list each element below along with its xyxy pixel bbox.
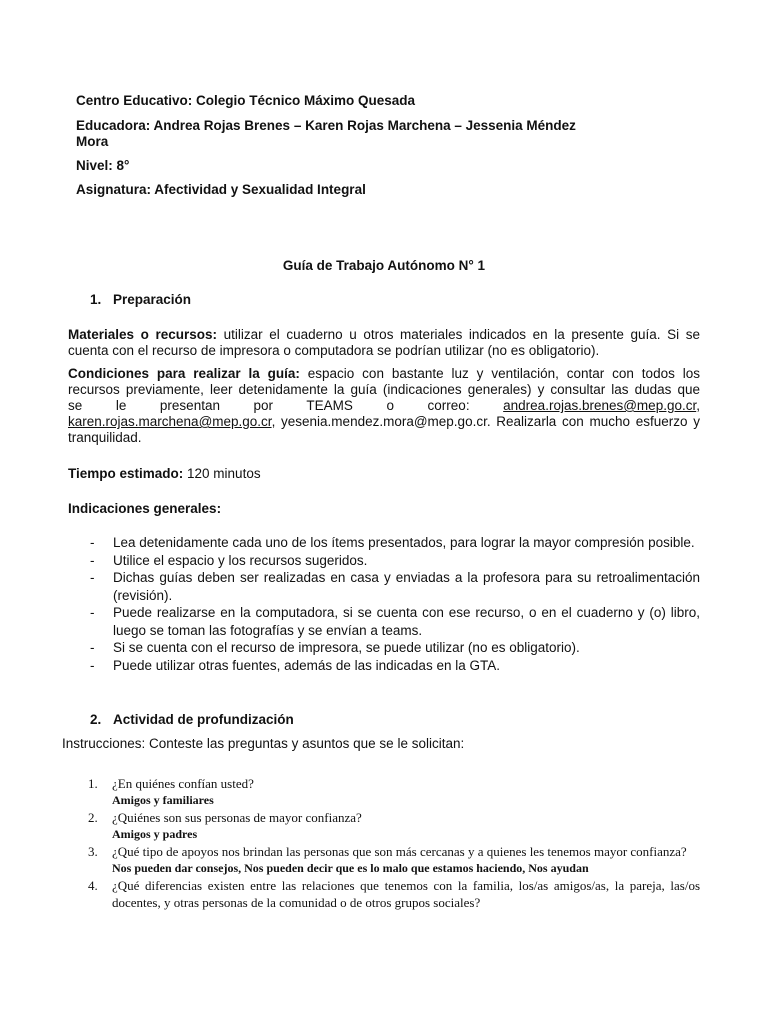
header-educadora: Educadora: Andrea Rojas Brenes – Karen Rojas Marchena – Jessenia Méndez Mora: [76, 118, 576, 149]
question-item: [88, 843, 700, 877]
bullet-text: Si se cuenta con el recurso de impresora, se puede utilizar (no es obligatorio).: [113, 640, 580, 655]
question-text: ¿Quiénes son sus personas de mayor confianza?: [112, 810, 362, 825]
bullet-text: Puede realizarse en la computadora, si se cuenta con ese recurso, o en el cuaderno y (o) libro, luego se toman las fotografías y se envían a teams.: [113, 605, 700, 638]
condiciones-line-4: [68, 414, 700, 446]
question-number: 1.: [88, 776, 98, 791]
section2-title: Actividad de profundización: [113, 712, 294, 727]
condiciones-line-1: [68, 366, 700, 382]
question-number: 3.: [88, 844, 98, 859]
instructions-text: Instrucciones: Conteste las preguntas y asuntos que se le solicitan:: [62, 736, 465, 751]
bullet-dash: -: [90, 570, 95, 585]
condiciones-text-4: , yesenia.mendez.mora@mep.go.cr. Realizarla con mucho esfuerzo y tranquilidad.: [68, 414, 700, 445]
question-number: 2.: [88, 810, 98, 825]
tiempo-label: Tiempo estimado:: [68, 466, 184, 481]
list-item: [68, 534, 700, 552]
header-asignatura: Asignatura: Afectividad y Sexualidad Integral: [76, 182, 366, 197]
question-item: [88, 809, 700, 843]
email-link-karen[interactable]: karen.rojas.marchena@mep.go.cr: [68, 414, 272, 429]
materiales-label: Materiales o recursos:: [68, 327, 218, 342]
condiciones-text-1: espacio con bastante luz y ventilación, contar con todos los: [299, 366, 700, 381]
indicaciones-label: [68, 501, 700, 517]
list-item: [68, 604, 700, 639]
header-nivel: Nivel: 8°: [76, 158, 130, 173]
bullet-dash: -: [90, 535, 95, 550]
document-title: Guía de Trabajo Autónomo N° 1: [282, 258, 486, 273]
question-text: ¿En quiénes confían usted?: [112, 776, 254, 791]
section2-heading: [90, 712, 294, 727]
condiciones-label: Condiciones para realizar la guía:: [68, 366, 300, 381]
question-text: ¿Qué tipo de apoyos nos brindan las personas que son más cercanas y a quienes les tenemos mayor confianza?: [112, 844, 687, 859]
answer-text: Amigos y padres: [112, 827, 198, 841]
bullet-text: Lea detenidamente cada uno de los ítems presentados, para lograr la mayor compresión posible.: [113, 535, 695, 550]
list-item: [68, 569, 700, 604]
condiciones-paragraph: [68, 366, 700, 446]
comma-separator: ,: [696, 398, 700, 413]
materiales-text: utilizar el cuaderno u otros materiales indicados en la presente guía. Si se cuenta con el recurso de impresora o computadora se podrían utilizar (no es obligatorio).: [68, 327, 700, 358]
question-item: [88, 877, 700, 911]
materiales-paragraph: [68, 327, 700, 359]
bullet-dash: -: [90, 552, 95, 568]
question-item: [88, 775, 700, 809]
tiempo-value: 120 minutos: [183, 466, 261, 481]
condiciones-line-3: [68, 398, 700, 414]
indicaciones-list: [68, 534, 700, 674]
question-number: 4.: [88, 878, 98, 893]
indicaciones-label-text: Indicaciones generales:: [68, 501, 222, 516]
list-item: [68, 657, 700, 675]
email-link-andrea[interactable]: andrea.rojas.brenes@mep.go.cr: [503, 398, 697, 413]
bullet-text: Utilice el espacio y los recursos sugeridos.: [113, 552, 368, 568]
bullet-dash: -: [90, 657, 95, 673]
list-item: [68, 552, 700, 570]
condiciones-line-2: recursos previamente, leer detenidamente la guía (indicaciones generales) y consultar las dudas que: [68, 382, 700, 397]
questions-list: [88, 775, 700, 911]
bullet-dash: -: [90, 605, 95, 620]
section1-title: Preparación: [113, 292, 192, 307]
header-centro: Centro Educativo: Colegio Técnico Máximo Quesada: [76, 93, 416, 108]
tiempo-line: [68, 466, 700, 482]
list-item: [68, 639, 700, 657]
bullet-dash: -: [90, 640, 95, 655]
section2-number: 2.: [90, 712, 102, 727]
bullet-text: Puede utilizar otras fuentes, además de las indicadas en la GTA.: [113, 657, 500, 673]
section1-heading: [90, 292, 191, 307]
question-text: ¿Qué diferencias existen entre las relaciones que tenemos con la familia, los/as amigos/as, la pareja, las/os docentes, y otras personas de la comunidad o de otros grupos sociales?: [112, 878, 700, 910]
answer-text: Nos pueden dar consejos, Nos pueden decir que es lo malo que estamos haciendo, Nos ayudan: [112, 861, 589, 875]
condiciones-text-3: se le presentan por TEAMS o correo:: [68, 398, 470, 413]
answer-text: Amigos y familiares: [112, 793, 214, 807]
section1-number: 1.: [90, 292, 102, 307]
bullet-text: Dichas guías deben ser realizadas en casa y enviadas a la profesora para su retroalimentación (revisión).: [113, 570, 700, 603]
